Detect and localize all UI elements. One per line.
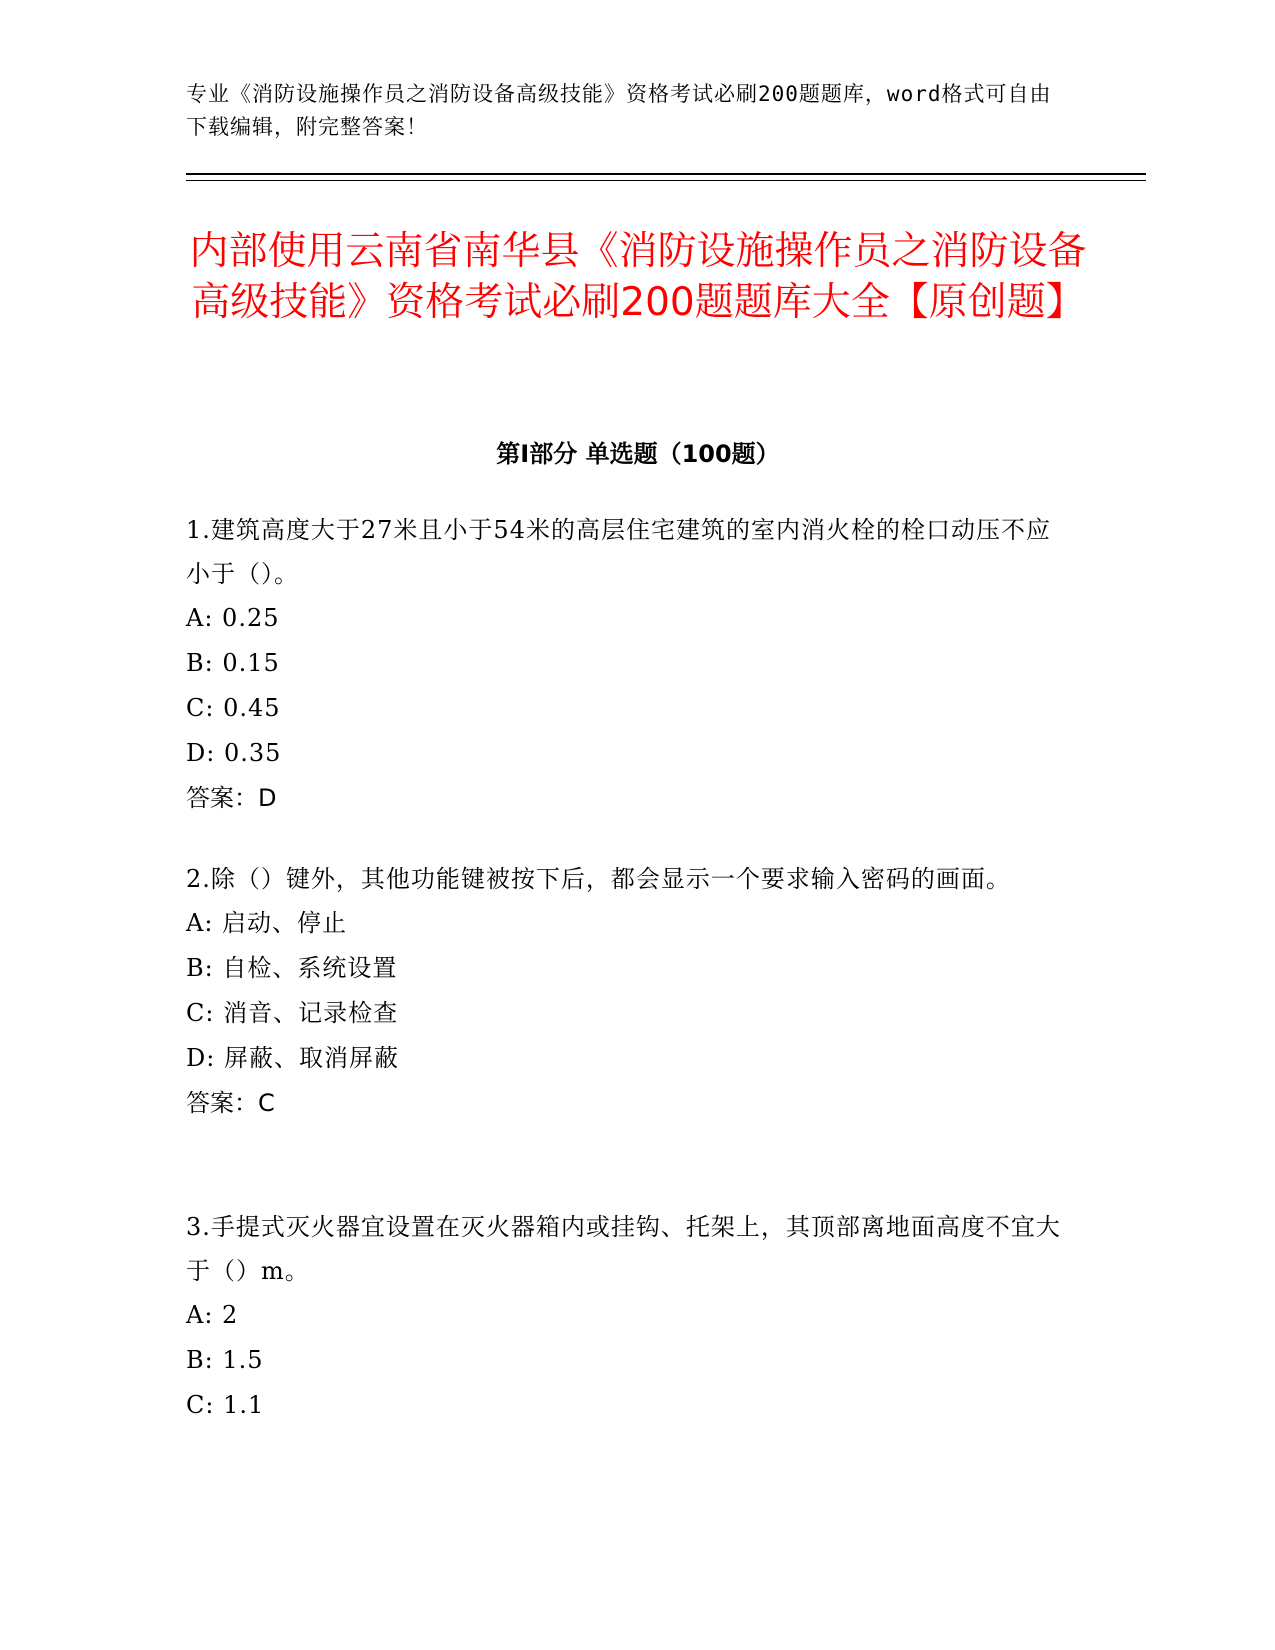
header-divider-thin xyxy=(186,180,1146,181)
section-title: 第Ⅰ部分 单选题（100题） xyxy=(496,440,780,468)
header-divider-thick xyxy=(186,173,1146,175)
question-stem: 2.除（）键外，其他功能键被按下后，都会显示一个要求输入密码的画面。 xyxy=(186,865,1011,893)
option-a: A: 0.25 xyxy=(186,604,280,632)
question-3 xyxy=(186,1205,1066,1428)
option-a: A: 2 xyxy=(186,1301,239,1329)
question-1 xyxy=(186,508,1066,821)
option-a: A: 启动、停止 xyxy=(186,909,348,937)
option-d: D: 屏蔽、取消屏蔽 xyxy=(186,1044,399,1072)
question-stem: 3.手提式灭火器宜设置在灭火器箱内或挂钩、托架上，其顶部离地面高度不宜大于（）m。 xyxy=(186,1213,1061,1285)
header-note: 专业《消防设施操作员之消防设备高级技能》资格考试必刷200题题库，word格式可自由下载编辑，附完整答案！ xyxy=(186,82,1052,139)
option-c: C: 1.1 xyxy=(186,1391,265,1419)
question-2 xyxy=(186,857,1066,1126)
answer: 答案：D xyxy=(186,784,277,812)
option-c: C: 0.45 xyxy=(186,694,281,722)
document-title: 内部使用云南省南华县《消防设施操作员之消防设备高级技能》资格考试必刷200题题库大全【原创题】 xyxy=(189,229,1087,325)
option-b: B: 1.5 xyxy=(186,1346,264,1374)
option-b: B: 0.15 xyxy=(186,649,280,677)
question-stem: 1.建筑高度大于27米且小于54米的高层住宅建筑的室内消火栓的栓口动压不应小于（）。 xyxy=(186,516,1051,588)
option-c: C: 消音、记录检查 xyxy=(186,999,399,1027)
option-d: D: 0.35 xyxy=(186,739,282,767)
option-b: B: 自检、系统设置 xyxy=(186,954,398,982)
answer: 答案：C xyxy=(186,1089,275,1117)
